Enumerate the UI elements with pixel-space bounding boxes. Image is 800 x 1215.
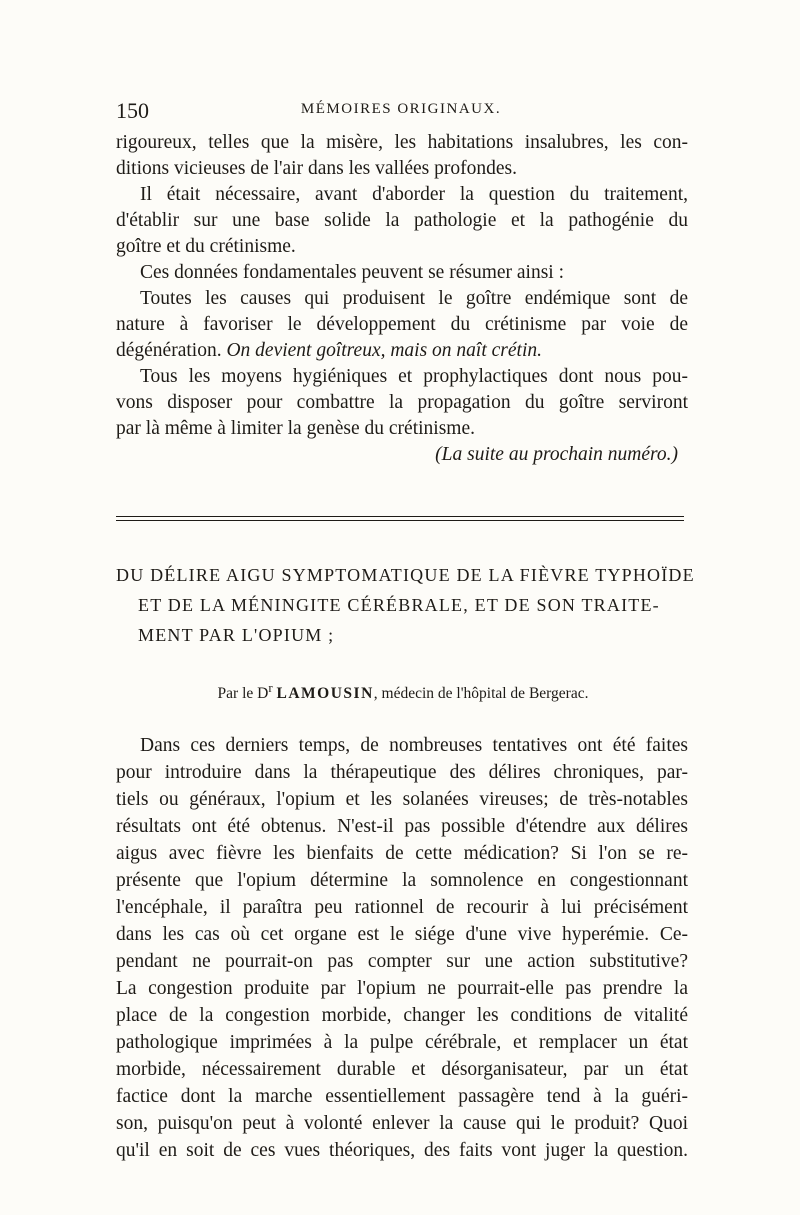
text-line: nature à favoriser le développement du crétinisme par voie de	[116, 314, 688, 335]
text-line: pathologique imprimées à la pulpe cérébrale, et remplacer un état	[116, 1032, 688, 1053]
text-line: La congestion produite par l'opium ne pourrait-elle pas prendre la	[116, 978, 688, 999]
text-line: présente que l'opium détermine la somnolence en congestionnant	[116, 870, 688, 891]
article-title	[116, 560, 695, 650]
text-line: son, puisqu'on peut à volonté enlever la cause qui le produit? Quoi	[116, 1113, 688, 1134]
text-segment: dégénération.	[116, 340, 222, 361]
text-line: qu'il en soit de ces vues théoriques, des faits vont juger la question.	[116, 1140, 688, 1161]
text-line: d'établir sur une base solide la pathologie et la pathogénie du	[116, 210, 688, 231]
byline	[116, 680, 690, 703]
text-line: résultats ont été obtenus. N'est-il pas possible d'étendre aux délires	[116, 816, 688, 837]
article-body	[116, 732, 688, 1164]
section-divider	[116, 516, 684, 521]
text-line: place de la congestion morbide, changer les conditions de vitalité	[116, 1005, 688, 1026]
page-header	[116, 98, 686, 128]
text-line: dans les cas où cet organe est le siége d'une vive hyperémie. Ce-	[116, 924, 688, 945]
byline-suffix: , médecin de l'hôpital de Bergerac.	[373, 685, 589, 703]
title-line: DU DÉLIRE AIGU SYMPTOMATIQUE DE LA FIÈVRE TYPHOÏDE	[116, 565, 695, 585]
text-line: morbide, nécessairement durable et désorganisateur, par un état	[116, 1059, 688, 1080]
text-line: Ces données fondamentales peuvent se résumer ainsi :	[140, 262, 565, 283]
byline-sup: r	[268, 680, 273, 695]
text-line: l'encéphale, il paraîtra peu rationnel de recourir à lui précisément	[116, 897, 688, 918]
text-line: Toutes les causes qui produisent le goître endémique sont de	[140, 288, 688, 309]
title-line: MENT PAR L'OPIUM ;	[138, 625, 335, 645]
previous-article-ending	[116, 130, 688, 468]
running-head: MÉMOIRES ORIGINAUX.	[300, 101, 502, 117]
italic-phrase: On devient goîtreux, mais on naît crétin.	[226, 340, 543, 361]
text-line: rigoureux, telles que la misère, les habitations insalubres, les con-	[116, 132, 688, 153]
text-line	[116, 338, 688, 364]
byline-prefix: Par le D	[217, 685, 269, 703]
title-line: ET DE LA MÉNINGITE CÉRÉBRALE, ET DE SON TRAITE-	[138, 595, 660, 615]
continuation-note: (La suite au prochain numéro.)	[435, 444, 678, 465]
text-line: aigus avec fièvre les bienfaits de cette médication? Si l'on se re-	[116, 843, 688, 864]
author-name: LAMOUSIN	[276, 685, 374, 703]
text-line: Dans ces derniers temps, de nombreuses tentatives ont été faites	[140, 735, 688, 756]
text-line: factice dont la marche essentiellement passagère tend à la guéri-	[116, 1086, 688, 1107]
page-number: 150	[116, 98, 149, 123]
text-line: Tous les moyens hygiéniques et prophylactiques dont nous pou-	[140, 366, 688, 387]
text-line: par là même à limiter la genèse du crétinisme.	[116, 418, 475, 439]
text-line: tiels ou généraux, l'opium et les solanées vireuses; de très-notables	[116, 789, 688, 810]
text-line: pendant ne pourrait-on pas compter sur une action substitutive?	[116, 951, 688, 972]
text-line: vons disposer pour combattre la propagation du goître serviront	[116, 392, 688, 413]
text-line: Il était nécessaire, avant d'aborder la question du traitement,	[140, 184, 688, 205]
text-line: goître et du crétinisme.	[116, 236, 296, 257]
text-line: ditions vicieuses de l'air dans les vallées profondes.	[116, 158, 517, 179]
text-line: pour introduire dans la thérapeutique des délires chroniques, par-	[116, 762, 688, 783]
